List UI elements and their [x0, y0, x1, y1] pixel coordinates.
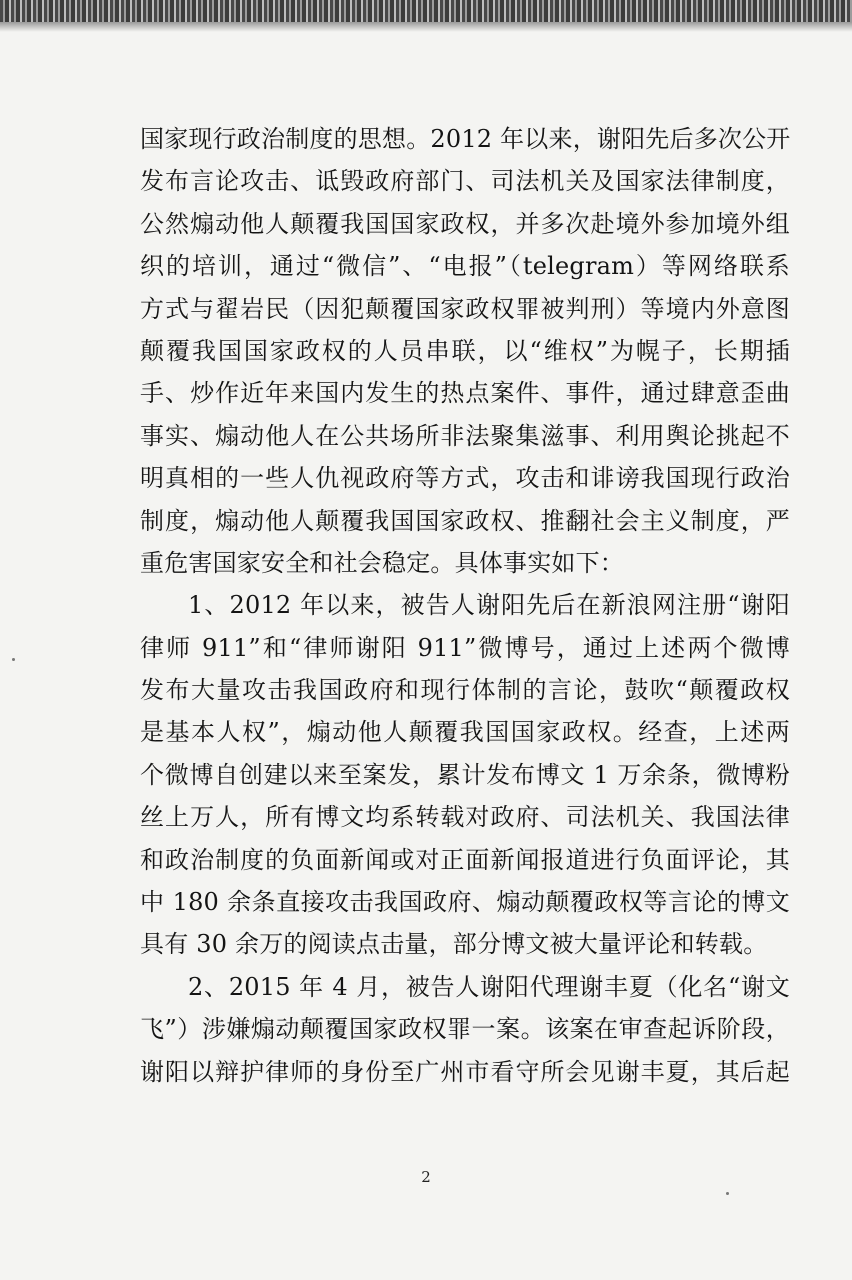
text-line: 织的培训，通过“微信”、“电报”（telegram）等网络联系	[140, 252, 790, 281]
text-line: 丝上万人，所有博文均系转载对政府、司法机关、我国法律	[140, 803, 790, 832]
scan-top-edge	[0, 0, 852, 22]
scan-speck	[726, 1192, 729, 1195]
scan-speck	[12, 658, 15, 661]
text-line: 重危害国家安全和社会稳定。具体事实如下：	[140, 548, 624, 577]
text-line: 和政治制度的负面新闻或对正面新闻报道进行负面评论，其	[140, 845, 790, 874]
text-line: 公然煽动他人颠覆我国国家政权，并多次赴境外参加境外组	[140, 209, 790, 238]
page-number: 2	[421, 1168, 431, 1186]
text-line: 具有 30 余万的阅读点击量，部分博文被大量评论和转载。	[140, 930, 768, 959]
text-line: 手、炒作近年来国内发生的热点案件、事件，通过肆意歪曲	[140, 379, 790, 408]
text-line: 中 180 余条直接攻击我国政府、煽动颠覆政权等言论的博文	[140, 888, 790, 917]
document-body	[140, 118, 790, 1093]
text-line: 发布大量攻击我国政府和现行体制的言论，鼓吹“颠覆政权	[140, 676, 790, 705]
paragraph-2-start: 2、2015 年 4 月，被告人谢阳代理谢丰夏（化名“谢文	[188, 972, 790, 1001]
text-line: 个微博自创建以来至案发，累计发布博文 1 万余条，微博粉	[140, 760, 790, 789]
text-line: 是基本人权”，煽动他人颠覆我国国家政权。经查，上述两	[140, 718, 790, 747]
scan-shadow	[0, 22, 852, 32]
text-line: 制度，煽动他人颠覆我国国家政权、推翻社会主义制度，严	[140, 506, 790, 535]
text-line: 飞”）涉嫌煽动颠覆国家政权罪一案。该案在审查起诉阶段，	[140, 1015, 790, 1044]
text-line: 国家现行政治制度的思想。2012 年以来，谢阳先后多次公开	[140, 125, 791, 153]
text-line: 发布言论攻击、诋毁政府部门、司法机关及国家法律制度，	[140, 167, 790, 196]
text-line: 方式与翟岩民（因犯颠覆国家政权罪被判刑）等境内外意图	[140, 294, 790, 323]
text-line: 颠覆我国国家政权的人员串联，以“维权”为幌子，长期插	[140, 336, 790, 365]
text-line: 谢阳以辩护律师的身份至广州市看守所会见谢丰夏，其后起	[140, 1057, 790, 1086]
text-line: 事实、煽动他人在公共场所非法聚集滋事、利用舆论挑起不	[140, 421, 790, 450]
text-line: 明真相的一些人仇视政府等方式，攻击和诽谤我国现行政治	[140, 464, 790, 493]
text-line: 律师 911”和“律师谢阳 911”微博号，通过上述两个微博	[140, 633, 790, 662]
paragraph-1-start: 1、2012 年以来，被告人谢阳先后在新浪网注册“谢阳	[188, 591, 790, 620]
